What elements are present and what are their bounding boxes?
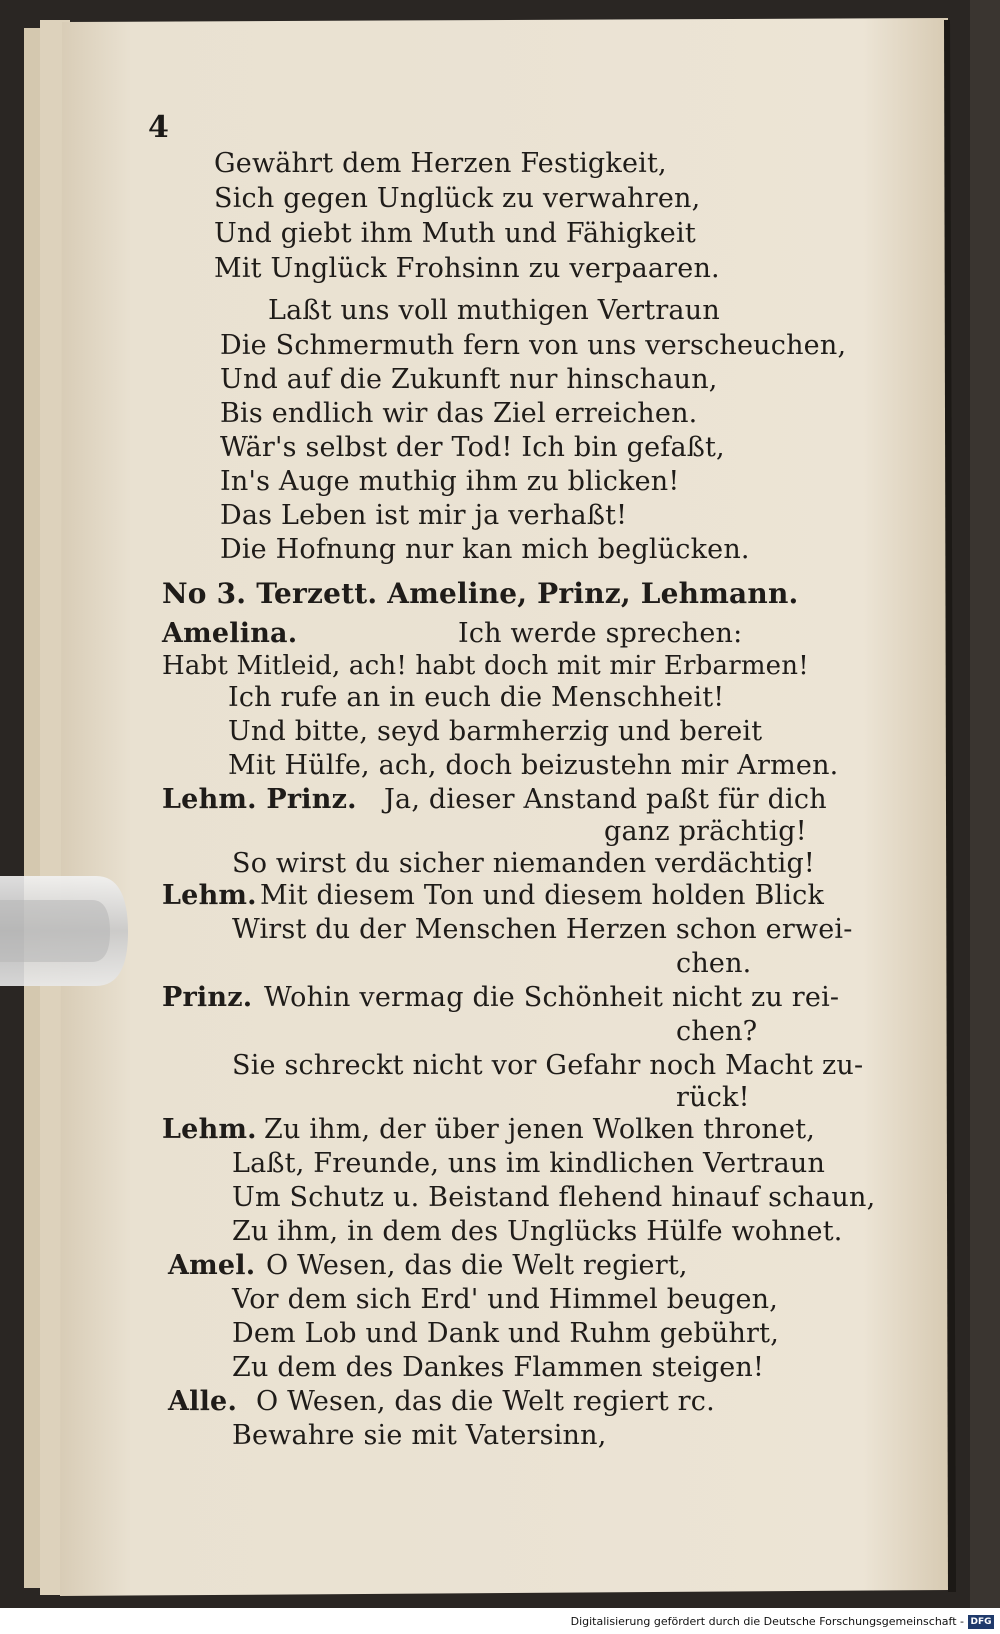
text-line: rück! xyxy=(676,1082,750,1113)
text-line: Zu dem des Dankes Flammen steigen! xyxy=(232,1352,765,1383)
text-line: Wirst du der Menschen Herzen schon erwei- xyxy=(232,914,853,945)
text-line: Mit Hülfe, ach, doch beizustehn mir Armen. xyxy=(228,750,839,781)
speaker-label: Prinz. xyxy=(162,982,253,1013)
text-line: Bewahre sie mit Vatersinn, xyxy=(232,1420,607,1451)
text-line: Zu ihm, in dem des Unglücks Hülfe wohnet. xyxy=(232,1216,843,1247)
speaker-label: Amel. xyxy=(168,1250,256,1281)
text-line: Vor dem sich Erd' und Himmel beugen, xyxy=(232,1284,779,1315)
text-line: chen. xyxy=(676,948,752,979)
dfg-logo: DFG xyxy=(968,1615,994,1629)
page-number: 4 xyxy=(148,110,169,145)
text-line: So wirst du sicher niemanden verdächtig! xyxy=(232,848,815,879)
text-line: Ich werde sprechen: xyxy=(458,618,743,649)
text-line: Zu ihm, der über jenen Wolken thronet, xyxy=(264,1114,816,1145)
speaker-label: Lehm. xyxy=(162,1114,257,1145)
text-line: Mit Unglück Frohsinn zu verpaaren. xyxy=(214,253,720,284)
text-line: Und bitte, seyd barmherzig und bereit xyxy=(228,716,763,747)
text-line: Um Schutz u. Beistand flehend hinauf schaun, xyxy=(232,1182,876,1213)
text-line: ganz prächtig! xyxy=(604,816,807,847)
section-heading: No 3. Terzett. Ameline, Prinz, Lehmann. xyxy=(162,577,799,610)
text-line: Bis endlich wir das Ziel erreichen. xyxy=(220,398,698,429)
text-line: Wär's selbst der Tod! Ich bin gefaßt, xyxy=(220,432,725,463)
text-line: Wohin vermag die Schönheit nicht zu rei- xyxy=(264,982,840,1013)
text-line: Sie schreckt nicht vor Gefahr noch Macht zu- xyxy=(232,1050,864,1081)
footer-strip xyxy=(0,1608,1000,1634)
text-line: Gewährt dem Herzen Festigkeit, xyxy=(214,148,667,179)
text-line: In's Auge muthig ihm zu blicken! xyxy=(220,466,680,497)
text-line: Mit diesem Ton und diesem holden Blick xyxy=(260,880,825,911)
text-line: Die Schmermuth fern von uns verscheuchen, xyxy=(220,330,847,361)
funding-notice: Digitalisierung gefördert durch die Deutsche Forschungsgemeinschaft - xyxy=(570,1615,964,1628)
speaker-label: Amelina. xyxy=(162,618,298,649)
text-line: Laßt uns voll muthigen Vertraun xyxy=(268,295,720,326)
speaker-label: Lehm. Prinz. xyxy=(162,784,357,815)
text-line: O Wesen, das die Welt regiert rc. xyxy=(256,1386,715,1417)
text-line: Ich rufe an in euch die Menschheit! xyxy=(228,682,725,713)
text-line: Die Hofnung nur kan mich beglücken. xyxy=(220,534,750,565)
text-line: Ja, dieser Anstand paßt für dich xyxy=(384,784,827,815)
text-line: Dem Lob und Dank und Ruhm gebührt, xyxy=(232,1318,779,1349)
text-line: Sich gegen Unglück zu verwahren, xyxy=(214,183,701,214)
text-line: Und auf die Zukunft nur hinschaun, xyxy=(220,364,718,395)
text-line: Das Leben ist mir ja verhaßt! xyxy=(220,500,628,531)
speaker-label: Alle. xyxy=(168,1386,238,1417)
text-line: Habt Mitleid, ach! habt doch mit mir Erbarmen! xyxy=(162,651,809,681)
speaker-label: Lehm. xyxy=(162,880,257,911)
text-line: chen? xyxy=(676,1016,758,1047)
text-line: Und giebt ihm Muth und Fähigkeit xyxy=(214,218,696,249)
text-line: O Wesen, das die Welt regiert, xyxy=(266,1250,688,1281)
text-line: Laßt, Freunde, uns im kindlichen Vertraun xyxy=(232,1148,826,1179)
